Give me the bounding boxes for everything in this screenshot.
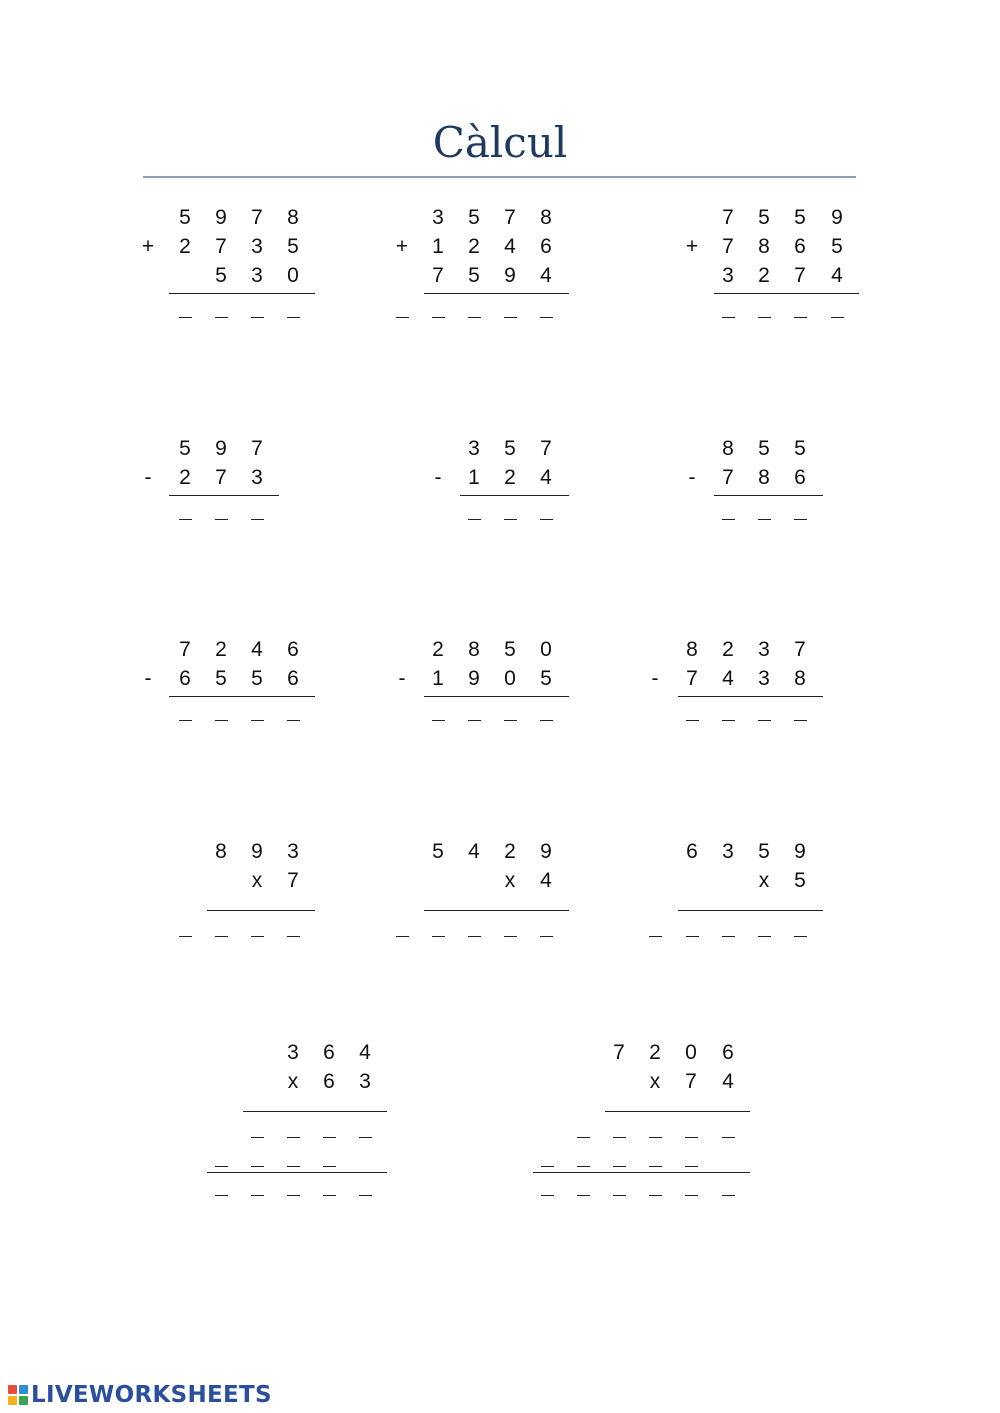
- digit: 5: [468, 206, 480, 229]
- digit: 7: [722, 235, 734, 258]
- answer-blank[interactable]: [432, 317, 445, 318]
- answer-blank[interactable]: [722, 936, 735, 937]
- plus-sign: +: [685, 235, 699, 258]
- logo-blocks-icon: [8, 1385, 28, 1405]
- sum-line: [207, 910, 315, 911]
- digit: 4: [831, 264, 843, 287]
- digit: 8: [468, 638, 480, 661]
- answer-blank[interactable]: [613, 1195, 626, 1196]
- answer-blank[interactable]: [468, 519, 481, 520]
- answer-blank[interactable]: [287, 720, 300, 721]
- digit: 2: [649, 1041, 661, 1064]
- answer-blank[interactable]: [758, 317, 771, 318]
- digit: 7: [540, 437, 552, 460]
- digit: 4: [468, 840, 480, 863]
- answer-blank[interactable]: [649, 1166, 662, 1167]
- digit: 3: [287, 1041, 299, 1064]
- digit: 8: [758, 466, 770, 489]
- sum-line: [678, 696, 823, 697]
- sum-line: [605, 1111, 750, 1112]
- digit: 3: [251, 264, 263, 287]
- digit: 2: [504, 840, 516, 863]
- minus-sign: -: [144, 667, 152, 690]
- digit: 2: [179, 466, 191, 489]
- answer-blank[interactable]: [323, 1166, 336, 1167]
- digit: 9: [831, 206, 843, 229]
- answer-blank[interactable]: [504, 317, 517, 318]
- digit: 4: [540, 869, 552, 892]
- answer-blank[interactable]: [179, 317, 192, 318]
- plus-sign: +: [141, 235, 155, 258]
- digit: 5: [794, 869, 806, 892]
- digit: 2: [722, 638, 734, 661]
- answer-blank[interactable]: [541, 1195, 554, 1196]
- digit: 0: [287, 264, 299, 287]
- digit: 3: [468, 437, 480, 460]
- digit: 5: [179, 206, 191, 229]
- answer-blank[interactable]: [287, 1137, 300, 1138]
- digit: 2: [758, 264, 770, 287]
- digit: 3: [359, 1070, 371, 1093]
- digit: 4: [540, 264, 552, 287]
- digit: 5: [504, 638, 516, 661]
- digit: 9: [504, 264, 516, 287]
- answer-blank[interactable]: [468, 720, 481, 721]
- answer-blank[interactable]: [287, 317, 300, 318]
- digit: 2: [179, 235, 191, 258]
- digit: 2: [432, 638, 444, 661]
- answer-blank[interactable]: [758, 720, 771, 721]
- digit: 4: [540, 466, 552, 489]
- answer-blank[interactable]: [287, 936, 300, 937]
- answer-blank[interactable]: [577, 1195, 590, 1196]
- digit: 6: [179, 667, 191, 690]
- answer-blank[interactable]: [323, 1137, 336, 1138]
- digit: 4: [251, 638, 263, 661]
- digit: 7: [215, 466, 227, 489]
- answer-blank[interactable]: [649, 936, 662, 937]
- answer-blank[interactable]: [794, 519, 807, 520]
- digit: 2: [504, 466, 516, 489]
- answer-blank[interactable]: [251, 1166, 264, 1167]
- answer-blank[interactable]: [179, 519, 192, 520]
- answer-blank[interactable]: [758, 936, 771, 937]
- answer-blank[interactable]: [686, 936, 699, 937]
- digit: 3: [287, 840, 299, 863]
- answer-blank[interactable]: [540, 519, 553, 520]
- digit: 6: [323, 1070, 335, 1093]
- digit: 9: [251, 840, 263, 863]
- answer-blank[interactable]: [577, 1166, 590, 1167]
- digit: 6: [287, 638, 299, 661]
- minus-sign: -: [434, 466, 442, 489]
- answer-blank[interactable]: [685, 1166, 698, 1167]
- digit: 2: [215, 638, 227, 661]
- digit: 4: [504, 235, 516, 258]
- page-title: Càlcul: [432, 118, 568, 167]
- digit: 8: [722, 437, 734, 460]
- answer-blank[interactable]: [251, 519, 264, 520]
- answer-blank[interactable]: [251, 1137, 264, 1138]
- digit: 5: [504, 437, 516, 460]
- digit: 5: [287, 235, 299, 258]
- digit: 7: [179, 638, 191, 661]
- digit: 6: [722, 1041, 734, 1064]
- times-sign: x: [758, 869, 770, 892]
- digit: 9: [794, 840, 806, 863]
- digit: 9: [540, 840, 552, 863]
- digit: 2: [468, 235, 480, 258]
- plus-sign: +: [395, 235, 409, 258]
- digit: 5: [251, 667, 263, 690]
- answer-blank[interactable]: [251, 1195, 264, 1196]
- answer-blank[interactable]: [794, 720, 807, 721]
- digit: 1: [468, 466, 480, 489]
- digit: 5: [794, 437, 806, 460]
- answer-blank[interactable]: [794, 317, 807, 318]
- digit: 4: [359, 1041, 371, 1064]
- sum-line: [243, 1111, 387, 1112]
- answer-blank[interactable]: [722, 720, 735, 721]
- sum-line: [424, 696, 569, 697]
- answer-blank[interactable]: [504, 720, 517, 721]
- digit: 3: [758, 667, 770, 690]
- times-sign: x: [504, 869, 516, 892]
- answer-blank[interactable]: [613, 1166, 626, 1167]
- answer-blank[interactable]: [540, 317, 553, 318]
- answer-blank[interactable]: [722, 1195, 735, 1196]
- sum-line: [714, 495, 823, 496]
- digit: 7: [794, 264, 806, 287]
- digit: 5: [215, 667, 227, 690]
- digit: 9: [215, 437, 227, 460]
- logo-block: [8, 1396, 17, 1405]
- answer-blank[interactable]: [504, 519, 517, 520]
- answer-blank[interactable]: [359, 1195, 372, 1196]
- digit: 3: [251, 235, 263, 258]
- answer-blank[interactable]: [758, 519, 771, 520]
- answer-blank[interactable]: [432, 720, 445, 721]
- answer-blank[interactable]: [540, 936, 553, 937]
- answer-blank[interactable]: [215, 317, 228, 318]
- answer-blank[interactable]: [722, 317, 735, 318]
- digit: 0: [540, 638, 552, 661]
- answer-blank[interactable]: [251, 317, 264, 318]
- answer-blank[interactable]: [577, 1137, 590, 1138]
- logo-block: [8, 1385, 17, 1394]
- minus-sign: -: [651, 667, 659, 690]
- times-sign: x: [251, 869, 263, 892]
- answer-blank[interactable]: [251, 720, 264, 721]
- answer-blank[interactable]: [396, 936, 409, 937]
- digit: 6: [323, 1041, 335, 1064]
- answer-blank[interactable]: [215, 1166, 228, 1167]
- answer-blank[interactable]: [251, 936, 264, 937]
- answer-blank[interactable]: [722, 519, 735, 520]
- digit: 8: [794, 667, 806, 690]
- minus-sign: -: [688, 466, 696, 489]
- digit: 8: [686, 638, 698, 661]
- digit: 9: [468, 667, 480, 690]
- logo-block: [19, 1396, 28, 1405]
- answer-blank[interactable]: [468, 317, 481, 318]
- digit: 5: [758, 840, 770, 863]
- digit: 7: [794, 638, 806, 661]
- times-sign: x: [649, 1070, 661, 1093]
- answer-blank[interactable]: [613, 1137, 626, 1138]
- digit: 7: [685, 1070, 697, 1093]
- digit: 3: [432, 206, 444, 229]
- answer-blank[interactable]: [215, 936, 228, 937]
- digit: 0: [685, 1041, 697, 1064]
- answer-blank[interactable]: [722, 1137, 735, 1138]
- digit: 7: [432, 264, 444, 287]
- answer-blank[interactable]: [541, 1166, 554, 1167]
- digit: 3: [251, 466, 263, 489]
- digit: 8: [540, 206, 552, 229]
- digit: 3: [758, 638, 770, 661]
- digit: 7: [686, 667, 698, 690]
- digit: 3: [722, 264, 734, 287]
- answer-blank[interactable]: [649, 1137, 662, 1138]
- answer-blank[interactable]: [215, 1195, 228, 1196]
- digit: 6: [686, 840, 698, 863]
- digit: 7: [722, 466, 734, 489]
- minus-sign: -: [144, 466, 152, 489]
- answer-blank[interactable]: [323, 1195, 336, 1196]
- digit: 5: [179, 437, 191, 460]
- digit: 7: [251, 437, 263, 460]
- digit: 4: [722, 1070, 734, 1093]
- digit: 1: [432, 667, 444, 690]
- sum-line: [460, 495, 569, 496]
- digit: 5: [215, 264, 227, 287]
- sum-line: [424, 910, 569, 911]
- digit: 7: [215, 235, 227, 258]
- digit: 5: [540, 667, 552, 690]
- answer-blank[interactable]: [685, 1195, 698, 1196]
- logo-block: [19, 1385, 28, 1394]
- digit: 1: [432, 235, 444, 258]
- digit: 5: [758, 206, 770, 229]
- digit: 7: [287, 869, 299, 892]
- answer-blank[interactable]: [504, 936, 517, 937]
- answer-blank[interactable]: [179, 720, 192, 721]
- digit: 5: [468, 264, 480, 287]
- answer-blank[interactable]: [794, 936, 807, 937]
- digit: 7: [722, 206, 734, 229]
- answer-blank[interactable]: [215, 720, 228, 721]
- digit: 5: [432, 840, 444, 863]
- answer-blank[interactable]: [287, 1195, 300, 1196]
- minus-sign: -: [398, 667, 406, 690]
- digit: 8: [758, 235, 770, 258]
- times-sign: x: [287, 1070, 299, 1093]
- answer-blank[interactable]: [686, 720, 699, 721]
- title-divider: [143, 176, 856, 178]
- digit: 6: [287, 667, 299, 690]
- digit: 5: [831, 235, 843, 258]
- digit: 6: [794, 235, 806, 258]
- answer-blank[interactable]: [432, 936, 445, 937]
- sum-line: [169, 696, 315, 697]
- sum-line: [169, 293, 315, 294]
- digit: 0: [504, 667, 516, 690]
- answer-blank[interactable]: [685, 1137, 698, 1138]
- sum-line: [678, 910, 823, 911]
- answer-blank[interactable]: [396, 317, 409, 318]
- digit: 7: [251, 206, 263, 229]
- answer-blank[interactable]: [215, 519, 228, 520]
- digit: 5: [794, 206, 806, 229]
- sum-line: [533, 1172, 750, 1173]
- answer-blank[interactable]: [831, 317, 844, 318]
- liveworksheets-logo: [8, 1380, 272, 1410]
- answer-blank[interactable]: [287, 1166, 300, 1167]
- digit: 3: [722, 840, 734, 863]
- digit: 8: [287, 206, 299, 229]
- digit: 9: [215, 206, 227, 229]
- digit: 7: [613, 1041, 625, 1064]
- sum-line: [207, 1172, 387, 1173]
- answer-blank[interactable]: [179, 936, 192, 937]
- sum-line: [424, 293, 569, 294]
- digit: 6: [540, 235, 552, 258]
- answer-blank[interactable]: [468, 936, 481, 937]
- answer-blank[interactable]: [540, 720, 553, 721]
- brand-name: LIVEWORKSHEETS: [31, 1382, 272, 1408]
- digit: 7: [504, 206, 516, 229]
- sum-line: [169, 495, 279, 496]
- digit: 6: [794, 466, 806, 489]
- digit: 5: [758, 437, 770, 460]
- digit: 4: [722, 667, 734, 690]
- answer-blank[interactable]: [649, 1195, 662, 1196]
- answer-blank[interactable]: [359, 1137, 372, 1138]
- digit: 8: [215, 840, 227, 863]
- sum-line: [714, 293, 859, 294]
